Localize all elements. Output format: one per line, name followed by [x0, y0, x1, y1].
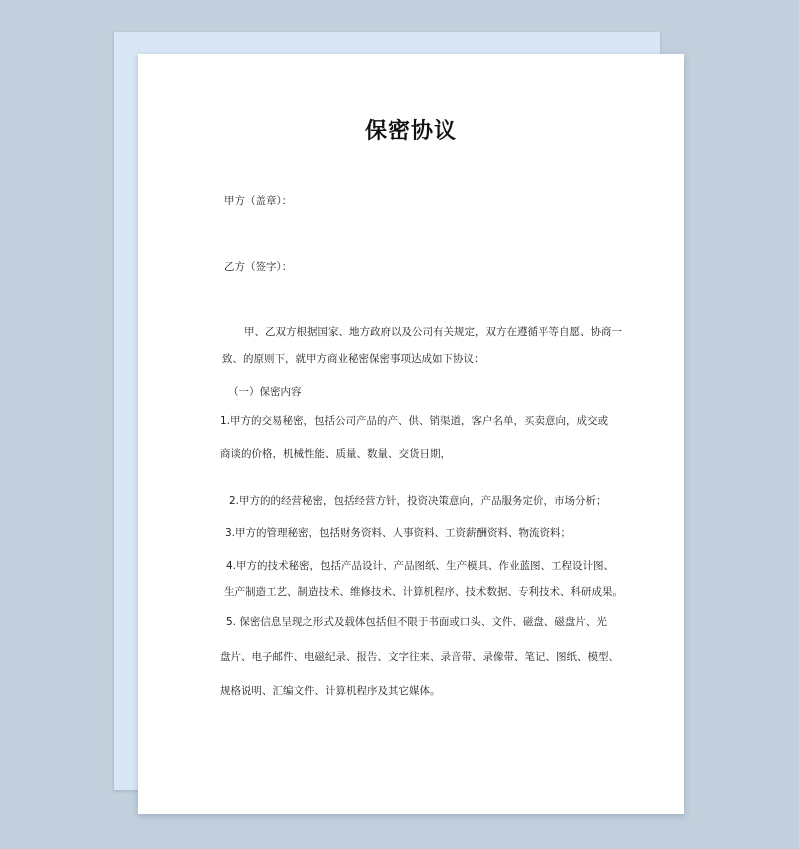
item-5-line-1: 5. 保密信息呈现之形式及载体包括但不限于书面或口头、文件、磁盘、磁盘片、光 [226, 616, 607, 628]
intro-line-2: 致、的原则下，就甲方商业秘密保密事项达成如下协议： [222, 353, 485, 365]
intro-line-1: 甲、乙双方根据国家、地方政府以及公司有关规定，双方在遵循平等自愿、协商一 [244, 326, 622, 338]
item-2: 2.甲方的的经营秘密，包括经营方针，投资决策意向，产品服务定价，市场分析； [229, 495, 607, 507]
item-5-line-3: 规格说明、汇编文件、计算机程序及其它媒体。 [220, 685, 441, 697]
item-4-line-2: 生产制造工艺、制造技术、维修技术、计算机程序、技术数据、专利技术、科研成果。 [224, 586, 623, 598]
section-heading: （一）保密内容 [228, 386, 302, 398]
party-b-label: 乙方（签字）： [224, 261, 293, 273]
party-a-label: 甲方（盖章）： [224, 195, 293, 207]
item-4-line-1: 4.甲方的技术秘密，包括产品设计、产品图纸、生产模具、作业蓝图、工程设计图、 [226, 560, 615, 572]
item-1-line-1: 1.甲方的交易秘密，包括公司产品的产、供、销渠道，客户名单，买卖意向，成交或 [220, 415, 609, 427]
item-5-line-2: 盘片、电子邮件、电磁纪录、报告、文字往来、录音带、录像带、笔记、图纸、模型、 [220, 651, 619, 663]
item-1-line-2: 商谈的价格，机械性能、质量、数量、交货日期， [220, 448, 451, 460]
document-page [138, 54, 684, 814]
item-3: 3.甲方的管理秘密，包括财务资料、人事资料、工资薪酬资料、物流资料； [225, 527, 572, 539]
document-title: 保密协议 [364, 119, 457, 144]
